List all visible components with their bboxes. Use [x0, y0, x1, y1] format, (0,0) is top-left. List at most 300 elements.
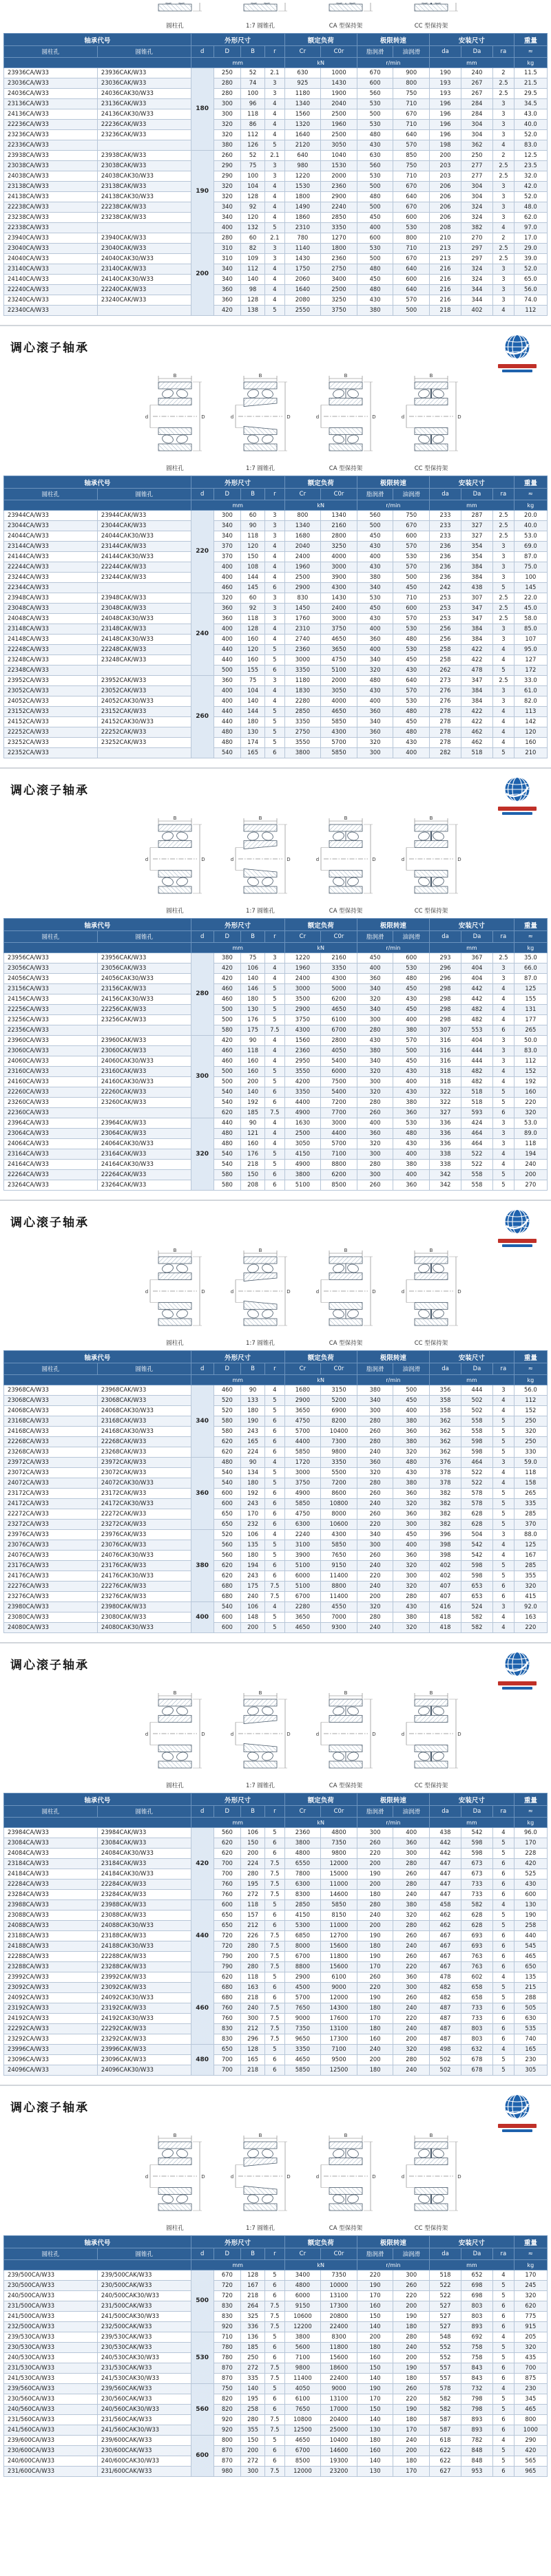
spec-value: 15600: [321, 1941, 357, 1952]
spec-value: 1270: [321, 233, 357, 244]
spec-value: 578: [461, 1499, 493, 1509]
bearing-diagram-tapered-bore: [229, 1690, 292, 1789]
tapered-bore-designation: [97, 583, 191, 593]
spec-value: 338: [430, 1149, 461, 1160]
spec-value: 5: [493, 1489, 514, 1499]
spec-value: 6: [265, 583, 285, 593]
spec-value: 196: [430, 109, 461, 120]
spec-value: 5850: [321, 748, 357, 758]
spec-value: 276: [430, 696, 461, 707]
spec-value: 7.5: [265, 2014, 285, 2024]
spec-value: 402: [430, 1571, 461, 1582]
spec-value: 540: [214, 1087, 240, 1098]
bearing-row: [4, 1149, 548, 1160]
spec-value: 98: [241, 285, 265, 295]
tapered-bore-designation: 24064CAK30/W33: [97, 1139, 191, 1149]
spec-value: 720: [214, 2281, 240, 2291]
unit-header: mm: [430, 500, 514, 511]
column-header: ≈: [514, 1806, 547, 1818]
spec-value: 180: [393, 2456, 430, 2467]
spec-value: 216: [430, 295, 461, 306]
spec-value: 250: [514, 1437, 547, 1447]
spec-value: 620: [214, 1447, 240, 1458]
spec-value: 200: [357, 2332, 393, 2343]
bore-diameter-cell: 530: [191, 2332, 214, 2384]
spec-value: 4: [493, 223, 514, 233]
column-header: 油润滑: [393, 1363, 430, 1375]
spec-value: 165: [241, 748, 265, 758]
spec-value: 4: [493, 1623, 514, 1633]
spec-value: 8800: [321, 1582, 357, 1592]
spec-value: 600: [393, 604, 430, 614]
spec-value: 226: [241, 1931, 265, 1941]
spec-value: 180: [393, 2415, 430, 2425]
spec-value: 120: [514, 727, 547, 738]
spec-value: 165: [514, 2045, 547, 2055]
spec-value: 3350: [284, 717, 321, 727]
spec-value: 6: [265, 748, 285, 758]
spec-value: 502: [461, 1396, 493, 1406]
spec-value: 530: [393, 624, 430, 635]
column-header: d: [191, 931, 214, 943]
spec-value: 658: [461, 1993, 493, 2003]
svg-text:d: d: [145, 1732, 149, 1737]
diagram-label: CA 型保持架: [329, 23, 363, 30]
bearing-row: [4, 1993, 548, 2003]
spec-value: 6: [493, 1931, 514, 1941]
spec-value: 2800: [321, 531, 357, 542]
spec-value: 5: [265, 707, 285, 717]
spec-value: 2: [493, 68, 514, 78]
spec-value: 7.5: [265, 2024, 285, 2034]
column-group-header: 安装尺寸: [430, 919, 514, 931]
column-group-header: 轴承代号: [4, 476, 191, 489]
spec-value: 39.0: [514, 254, 547, 264]
bearing-row: [4, 2456, 548, 2467]
unit-header: kg: [514, 2260, 547, 2270]
spec-value: 270: [461, 233, 493, 244]
spec-value: 170: [357, 1962, 393, 1972]
spec-value: 467: [430, 1931, 461, 1941]
spec-value: 400: [393, 1406, 430, 1416]
column-header: C0r: [321, 931, 357, 943]
column-header: D: [214, 1363, 240, 1375]
diagram-label: 圆柱孔: [166, 1340, 184, 1347]
spec-value: 628: [461, 1921, 493, 1931]
spec-value: 196: [430, 99, 461, 109]
tapered-bore-designation: 23172CAK/W33: [97, 1489, 191, 1499]
spec-value: 170: [514, 1838, 547, 1849]
spec-table-body: [4, 68, 548, 316]
spec-value: 265: [514, 1025, 547, 1036]
logo-caption-red: [498, 1239, 537, 1243]
spec-value: 256: [430, 635, 461, 645]
bore-diameter-cell: 420: [191, 1828, 214, 1900]
spec-value: 320: [357, 1468, 393, 1478]
bearing-cross-section-drawing: [399, 1247, 463, 1338]
column-header: ra: [493, 489, 514, 500]
tapered-bore-designation: 22252CAK/W33: [97, 727, 191, 738]
spec-value: 320: [514, 1427, 547, 1437]
bearing-row: [4, 1139, 548, 1149]
svg-text:D: D: [457, 2174, 461, 2180]
spec-value: 155: [514, 994, 547, 1005]
spec-value: 442: [430, 1849, 461, 1859]
cylindrical-bore-designation: 23156CA/W33: [4, 984, 98, 994]
tapered-bore-designation: 24036CAK30/W33: [97, 89, 191, 99]
spec-value: 587: [430, 2415, 461, 2425]
tapered-bore-designation: 23072CAK/W33: [97, 1468, 191, 1478]
cylindrical-bore-designation: 23938CA/W33: [4, 151, 98, 161]
bearing-row: [4, 1129, 548, 1139]
spec-value: 83.0: [514, 140, 547, 151]
spec-value: 710: [393, 244, 430, 254]
spec-value: 4300: [321, 583, 357, 593]
spec-value: 5: [265, 655, 285, 666]
spec-value: 280: [357, 1612, 393, 1623]
bearing-row: [4, 573, 548, 583]
spec-value: 2.5: [493, 171, 514, 182]
spec-value: 206: [430, 182, 461, 192]
spec-value: 830: [214, 2024, 240, 2034]
spec-value: 4: [493, 1005, 514, 1015]
bore-diameter-cell: 560: [191, 2384, 214, 2436]
spec-value: 5: [265, 738, 285, 748]
spec-value: 260: [393, 1952, 430, 1962]
spec-value: 557: [430, 2363, 461, 2374]
spec-value: 1450: [284, 604, 321, 614]
spec-value: 196: [430, 130, 461, 140]
spec-value: 500: [357, 182, 393, 192]
bearing-row: [4, 1396, 548, 1406]
tapered-bore-designation: 24088CAK30/W33: [97, 1921, 191, 1931]
spec-value: 380: [214, 953, 240, 964]
spec-value: 482: [430, 1983, 461, 1993]
spec-value: 347: [461, 614, 493, 624]
spec-value: 4: [493, 1067, 514, 1077]
tapered-bore-designation: 23176CAK/W33: [97, 1561, 191, 1571]
column-header: ra: [493, 931, 514, 943]
spec-value: 800: [393, 233, 430, 244]
spec-value: 260: [357, 1427, 393, 1437]
bearing-row: [4, 2394, 548, 2405]
column-header: 油润滑: [393, 489, 430, 500]
spec-value: 763: [461, 1962, 493, 1972]
spec-value: 327: [430, 1108, 461, 1118]
bearing-row: [4, 2055, 548, 2065]
spec-value: 578: [461, 1489, 493, 1499]
spec-value: 2160: [321, 953, 357, 964]
spec-value: 6300: [284, 1880, 321, 1890]
column-group-header: 外形尺寸: [191, 2236, 284, 2248]
spec-value: 305: [514, 2065, 547, 2076]
svg-text:B: B: [173, 2133, 177, 2138]
tapered-bore-designation: 23092CAK/W33: [97, 1983, 191, 1993]
cylindrical-bore-designation: 23968CA/W33: [4, 1385, 98, 1396]
spec-value: 90: [241, 1458, 265, 1468]
spec-value: 145: [241, 583, 265, 593]
column-header: 圆锥孔: [97, 46, 191, 58]
spec-value: 125: [514, 984, 547, 994]
spec-value: 6: [493, 1890, 514, 1900]
spec-value: 195: [241, 1880, 265, 1890]
spec-value: 3: [493, 1056, 514, 1067]
spec-value: 3: [265, 521, 285, 531]
bearing-row: [4, 655, 548, 666]
spec-value: 600: [214, 1499, 240, 1509]
spec-value: 90: [241, 1118, 265, 1129]
spec-value: 12000: [284, 2467, 321, 2477]
spec-value: 2.5: [493, 161, 514, 171]
unit-header: kg: [514, 1375, 547, 1385]
spec-value: 2360: [284, 1828, 321, 1838]
spec-value: 4: [493, 140, 514, 151]
spec-value: 3: [493, 562, 514, 573]
svg-text:D: D: [372, 1289, 376, 1295]
bore-diameter-cell: 220: [191, 511, 214, 593]
spec-value: 342: [430, 1180, 461, 1191]
unit-header: kN: [284, 2260, 357, 2270]
tapered-bore-designation: 23976CAK/W33: [97, 1530, 191, 1540]
column-header: d: [191, 2248, 214, 2260]
spec-value: 190: [357, 2281, 393, 2291]
spec-value: 20800: [321, 2312, 357, 2322]
bearing-row: [4, 1406, 548, 1416]
spec-value: 1430: [284, 254, 321, 264]
spec-value: 5: [265, 717, 285, 727]
spec-value: 5400: [321, 1056, 357, 1067]
cylindrical-bore-designation: 23960CA/W33: [4, 1036, 98, 1046]
spec-value: 680: [214, 1592, 240, 1602]
unit-header: mm: [430, 2260, 514, 2270]
diagram-label: CA 型保持架: [329, 1782, 363, 1789]
bearing-row: [4, 994, 548, 1005]
column-header: C0r: [321, 1363, 357, 1375]
spec-value: 8200: [321, 1416, 357, 1427]
spec-value: 92.0: [514, 1602, 547, 1612]
spec-value: 4: [265, 1036, 285, 1046]
spec-value: 7.5: [265, 1962, 285, 1972]
column-header: D: [214, 1806, 240, 1818]
spec-value: 6: [493, 1859, 514, 1869]
spec-value: 487: [430, 2024, 461, 2034]
cylindrical-bore-designation: 22272CA/W33: [4, 1509, 98, 1520]
spec-value: 220: [514, 1098, 547, 1108]
spec-value: 3: [493, 192, 514, 202]
spec-value: 285: [514, 1509, 547, 1520]
column-header: da: [430, 1363, 461, 1375]
spec-value: 545: [514, 1941, 547, 1952]
svg-text:B: B: [258, 1248, 262, 1253]
spec-value: 160: [241, 655, 265, 666]
spec-value: 557: [430, 2374, 461, 2384]
cylindrical-bore-designation: 23164CA/W33: [4, 1149, 98, 1160]
spec-value: 12000: [321, 1859, 357, 1869]
spec-value: 5: [265, 2270, 285, 2281]
spec-value: 4150: [284, 1149, 321, 1160]
spec-value: 320: [214, 120, 240, 130]
cylindrical-bore-designation: 23148CA/W33: [4, 624, 98, 635]
tapered-bore-designation: 24044CAK30/W33: [97, 531, 191, 542]
spec-value: 4: [265, 275, 285, 285]
tapered-bore-designation: 24076CAK30/W33: [97, 1551, 191, 1561]
svg-text:D: D: [201, 414, 205, 420]
spec-table-body: [4, 2270, 548, 2477]
spec-value: 307: [430, 1025, 461, 1036]
svg-text:d: d: [315, 1732, 320, 1737]
spec-value: 598: [461, 1571, 493, 1582]
spec-value: 3: [265, 676, 285, 686]
spec-value: 442: [461, 984, 493, 994]
spec-value: 542: [461, 1540, 493, 1551]
spec-value: 280: [393, 1880, 430, 1890]
spec-value: 530: [357, 120, 393, 130]
spec-value: 8500: [321, 1180, 357, 1191]
spec-value: 20400: [321, 2415, 357, 2425]
spec-value: 5500: [321, 1468, 357, 1478]
cylindrical-bore-designation: 24188CA/W33: [4, 1941, 98, 1952]
bearing-row: [4, 2270, 548, 2281]
spec-value: 2.5: [493, 511, 514, 521]
spec-value: 5700: [284, 1427, 321, 1437]
spec-value: 240: [357, 1910, 393, 1921]
diagram-label: CC 型保持架: [414, 1340, 448, 1347]
spec-value: 480: [357, 130, 393, 140]
spec-value: 1720: [284, 1458, 321, 1468]
cylindrical-bore-designation: 23944CA/W33: [4, 511, 98, 521]
spec-value: 236: [430, 552, 461, 562]
spec-value: 92: [241, 604, 265, 614]
spec-value: 2850: [321, 213, 357, 223]
svg-text:D: D: [457, 1732, 461, 1737]
spec-value: 518: [461, 1087, 493, 1098]
bearing-row: [4, 244, 548, 254]
spec-value: 500: [214, 1067, 240, 1077]
column-header: C0r: [321, 46, 357, 58]
spec-value: 7500: [321, 1077, 357, 1087]
spec-value: 440: [214, 707, 240, 717]
spec-value: 5850: [321, 1900, 357, 1910]
spec-value: 5: [265, 1540, 285, 1551]
spec-value: 450: [393, 1005, 430, 1015]
spec-value: 324: [461, 202, 493, 213]
bearing-row: [4, 614, 548, 624]
spec-value: 170: [357, 2394, 393, 2405]
spec-value: 5: [265, 1005, 285, 1015]
column-header: 油润滑: [393, 46, 430, 58]
tapered-bore-designation: 230/600CAK/W33: [97, 2446, 191, 2456]
spec-value: 200: [357, 1921, 393, 1931]
spec-value: 6: [265, 1180, 285, 1191]
spec-value: 3150: [321, 1385, 357, 1396]
tapered-bore-designation: 23184CAK/W33: [97, 1859, 191, 1869]
tapered-bore-designation: 241/500CAK30/W33: [97, 2312, 191, 2322]
spec-value: 382: [430, 1520, 461, 1530]
spec-value: 420: [214, 1036, 240, 1046]
spec-value: 430: [357, 542, 393, 552]
tapered-bore-designation: 22238CAK/W33: [97, 202, 191, 213]
spec-value: 278: [430, 738, 461, 748]
spec-value: 133: [241, 1396, 265, 1406]
spec-value: 195: [241, 2394, 265, 2405]
spec-value: 131: [514, 1005, 547, 1015]
diagram-label: 圆柱孔: [166, 465, 184, 472]
spec-value: 4: [265, 1530, 285, 1540]
spec-value: 3350: [284, 2045, 321, 2055]
spec-value: 360: [393, 1838, 430, 1849]
spec-value: 4: [493, 1551, 514, 1561]
spec-value: 300: [393, 1983, 430, 1993]
bearing-row: [4, 68, 548, 78]
svg-text:d: d: [401, 1732, 405, 1737]
tapered-bore-designation: 24040CAK30/W33: [97, 254, 191, 264]
spec-value: 200: [393, 2446, 430, 2456]
spec-value: 280: [357, 1437, 393, 1447]
bearing-row: [4, 182, 548, 192]
spec-value: 7.5: [265, 2034, 285, 2045]
cylindrical-bore-designation: 23288CA/W33: [4, 1962, 98, 1972]
tapered-bore-designation: 23164CAK/W33: [97, 1149, 191, 1160]
spec-value: 848: [461, 2446, 493, 2456]
spec-value: 6: [493, 1962, 514, 1972]
spec-value: 582: [461, 1900, 493, 1910]
spec-value: 500: [357, 109, 393, 120]
spec-value: 600: [214, 1489, 240, 1499]
spec-value: 327: [461, 531, 493, 542]
tapered-bore-designation: [97, 1108, 191, 1118]
spec-value: 320: [357, 1067, 393, 1077]
spec-value: 370: [214, 552, 240, 562]
spec-value: 324: [461, 264, 493, 275]
cylindrical-bore-designation: 240/600CA/W33: [4, 2456, 98, 2467]
cylindrical-bore-designation: 23936CA/W33: [4, 68, 98, 78]
spec-value: 300: [241, 2467, 265, 2477]
unit-header: kN: [284, 500, 357, 511]
spec-value: 482: [461, 1015, 493, 1025]
spec-value: 893: [461, 2322, 493, 2332]
spec-value: 380: [393, 1098, 430, 1108]
tapered-bore-designation: 22256CAK/W33: [97, 1005, 191, 1015]
tapered-bore-designation: 23936CAK/W33: [97, 68, 191, 78]
spec-value: 3: [493, 1139, 514, 1149]
spec-value: 3: [265, 161, 285, 171]
spec-value: 10600: [284, 2312, 321, 2322]
spec-value: 250: [241, 2353, 265, 2363]
spec-value: 4: [265, 696, 285, 707]
spec-value: 502: [430, 2065, 461, 2076]
spec-value: 5: [493, 2065, 514, 2076]
spec-value: 380: [393, 1025, 430, 1036]
tapered-bore-designation: 240/600CAK30/W33: [97, 2456, 191, 2467]
spec-value: 502: [430, 2055, 461, 2065]
spec-value: 213: [430, 254, 461, 264]
cylindrical-bore-designation: 232/500CA/W33: [4, 2322, 98, 2332]
spec-value: 2900: [284, 1396, 321, 1406]
cylindrical-bore-designation: 24064CA/W33: [4, 1139, 98, 1149]
cylindrical-bore-designation: 24048CA/W33: [4, 614, 98, 624]
spec-value: 6: [265, 1993, 285, 2003]
spec-value: 900: [393, 68, 430, 78]
column-header: ≈: [514, 489, 547, 500]
spec-value: 3000: [321, 562, 357, 573]
bearing-diagrams: [3, 372, 548, 473]
column-group-header: 重量: [514, 1351, 547, 1363]
spec-value: 400: [214, 686, 240, 696]
spec-value: 318: [430, 1067, 461, 1077]
bearing-diagrams: [3, 3, 548, 31]
tapered-bore-designation: 23256CAK/W33: [97, 1015, 191, 1025]
spec-value: 285: [514, 1561, 547, 1571]
